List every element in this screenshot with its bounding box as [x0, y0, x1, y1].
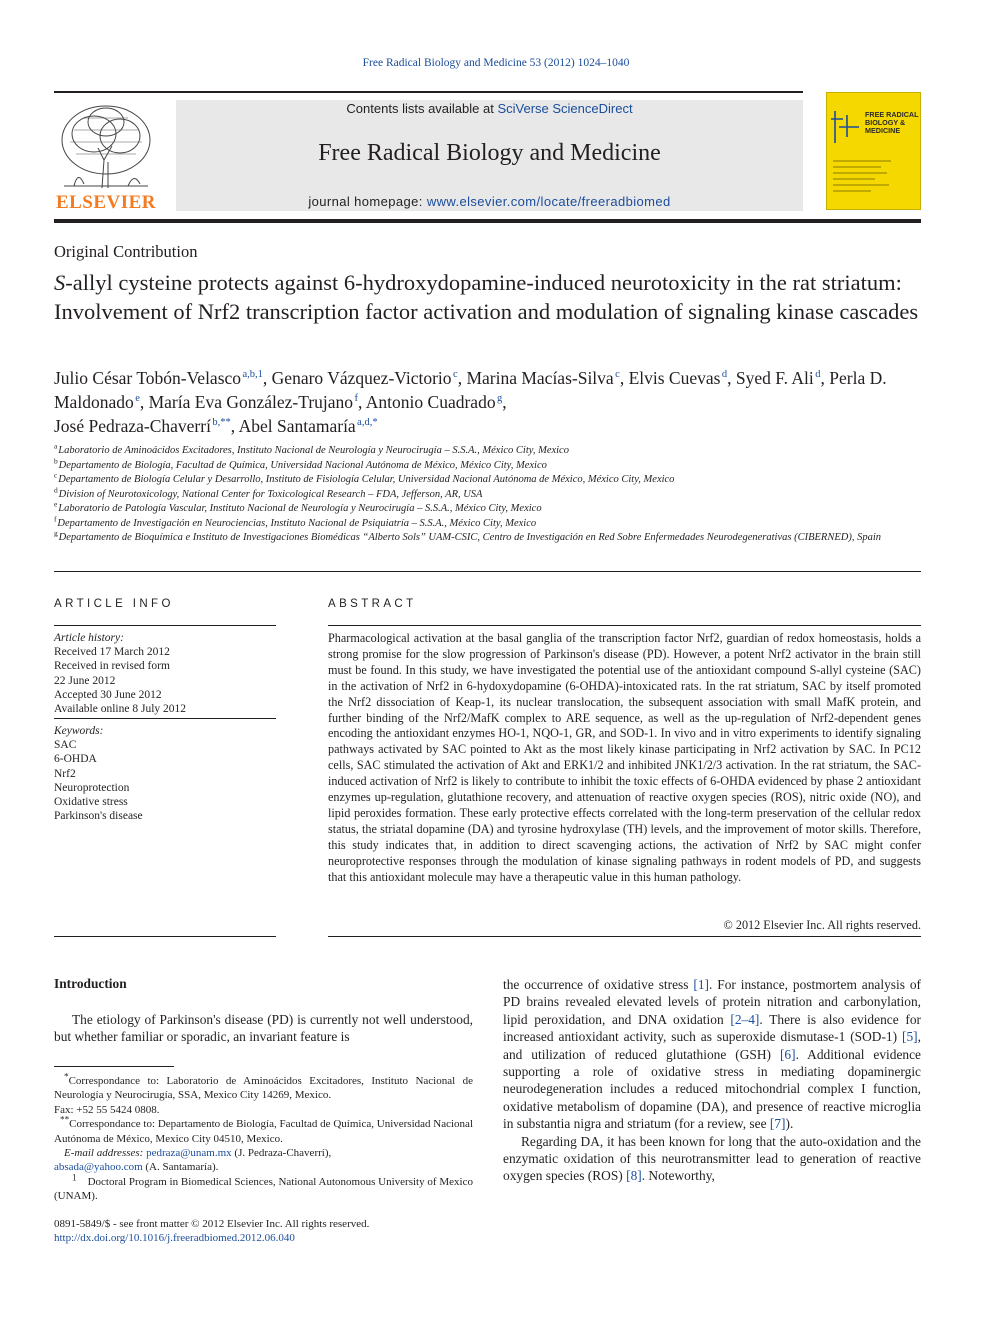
journal-title: Free Radical Biology and Medicine [318, 140, 661, 166]
abstract-rule [328, 625, 921, 626]
author[interactable]: Abel Santamaría $^{a,d,*}$ [238, 416, 378, 436]
cover-title: FREE RADICAL BIOLOGY & MEDICINE [865, 110, 919, 135]
author[interactable]: Genaro Vázquez-Victorio $^c$ [271, 368, 458, 388]
citation-link[interactable]: [6] [779, 1046, 796, 1062]
history-item: Received 17 March 2012 [54, 646, 170, 659]
homepage-prefix: journal homepage: [308, 194, 427, 209]
abstract-heading: ABSTRACT [328, 598, 417, 610]
doi-link[interactable]: http://dx.doi.org/10.1016/j.freeradbiomed.2012.06.040 [54, 1232, 295, 1245]
body-right-column [503, 976, 921, 1185]
history-item: Available online 8 July 2012 [54, 703, 187, 716]
affiliation: $^a$ Laboratorio de Aminoácidos Excitadores, Instituto Nacional de Neurología y Neurocirugía – S.S.A., México City, Mexico [54, 441, 569, 456]
journal-cover[interactable] [826, 92, 921, 210]
body-paragraph: the occurrence of oxidative stress [1]. For instance, postmortem analysis of PD brains revealed elevated levels of protein nitration and carbonylation, lipid peroxidation, and DNA oxidation [2–4]. There is also evidence for increased antioxidant activity, such as superoxide dismutase-1 (SOD-1) [5], and utilization of reduced glutathione (GSH) [6]. Additional evidence supporting a role of oxidative stress in mediating dopaminergic neurodegeneration includes a reduced mitochondrial complex I function, oxidative metabolism of dopamine (DA), and presence of reactive microglia in substantia nigra and striatum (for a review, see [7]). [503, 977, 921, 1132]
abstract-rule-bottom [328, 936, 921, 937]
affiliation: $^b$ Departamento de Biología, Facultad de Química, Universidad Nacional Autónoma de México, México City, Mexico [54, 456, 547, 471]
article-history [54, 631, 276, 716]
footnote: *Correspondance to: Laboratorio de Aminoácidos Excitadores, Instituto Nacional de Neurología y Neurocirugía, SSA, Mexico City 14269, Mexico. [54, 1071, 473, 1102]
citation-link[interactable]: [8] [626, 1168, 642, 1184]
section-divider [54, 571, 921, 572]
abstract-text: Pharmacological activation at the basal ganglia of the transcription factor Nrf2, guardian of redox homeostasis, holds a strong promise for the slow progression of Parkinson's disease (PD). However, a potent Nrf2 activator in the brain still must be found. In this study, we have investigated the potential use of the antioxidant compound S-allyl cysteine (SAC) in the activation of Nrf2 in 6-hydoxydopamine (6-OHDA)-intoxicated rats. In the rat striatum, SAC by itself promoted the Nrf2 dissociation of Keap-1, its nuclear translocation, the subsequent association with small MafK protein, and further binding of the Nrf2/MafK complex to ARE sequence, as well as the up-regulation of Nrf2-dependent genes encoding the antioxidant enzymes HO-1, NQO-1, GR, and SOD-1. In vivo and in vitro experiments to identify signaling pathways activated by SAC pointed to Akt as the most likely kinase participating in Nrf2 activation by SAC. In PC12 cells, SAC stimulated the activation of Akt and ERK1/2 and inhibited JNK1/2/3 activation. In the rat striatum, the SAC-induced activation of Nrf2 is likely to contribute to inhibit the toxic effects of 6-OHDA evidenced by phase 2 antioxidant enzymes up-regulation, glutathione recovery, and attenuation of reactive oxygen species (ROS), nitric oxide (NO), and lipid peroxides formation. These early protective effects correlated with the long-term preservation of the cellular redox status, the striatal dopamine (DA) and tyrosine hydroxylase (TH) levels, and the improvement of motor skills. Therefore, this study indicates that, in addition to direct scavenging actions, the activation of Nrf2 by SAC might confer neuroprotective responses through the modulation of kinase signaling pathways in rodent models of PD, and suggests that this antioxidant molecule may have a therapeutic value in this human pathology. [328, 631, 921, 884]
abstract-copyright: © 2012 Elsevier Inc. All rights reserved. [723, 918, 921, 932]
article-title [54, 268, 924, 326]
elsevier-logo[interactable] [54, 100, 158, 216]
email-link[interactable]: absada@yahoo.com [54, 1161, 143, 1174]
citation-link[interactable]: [2–4] [730, 1011, 760, 1027]
author[interactable]: Perla D. Maldonado $^e$ [54, 368, 887, 412]
cover-graphic-icon [829, 107, 865, 147]
affiliation: $^g$ Departamento de Bioquímica e Instituto de Investigaciones Biomédicas “Alberto Sols” UAM-CSIC, Centro de Investigación en Red Sobre Enfermedades Neurodegenerativas (CIBERNED), Spain [54, 528, 881, 543]
header-rule-bottom [54, 219, 921, 223]
cover-text-lines-icon [831, 157, 917, 197]
article-info-rule-bottom [54, 936, 276, 937]
fax-line: Fax: +52 55 5424 0808. [54, 1103, 160, 1116]
journal-banner [176, 100, 803, 211]
keyword-list [54, 724, 276, 823]
keywords-rule [54, 718, 276, 719]
author[interactable]: Julio César Tobón-Velasco $^{a,b,1}$ [54, 368, 263, 388]
header-rule-top [54, 91, 803, 93]
keyword: 6-OHDA [54, 753, 97, 766]
keyword: Parkinson's disease [54, 810, 143, 823]
issn-line: 0891-5849/$ - see front matter © 2012 Elsevier Inc. All rights reserved. [54, 1218, 370, 1230]
citation-link[interactable]: [1] [693, 977, 709, 992]
article-info-heading: ARTICLE INFO [54, 598, 174, 610]
footnote: $^1$ Doctoral Program in Biomedical Sciences, National Autonomous University of Mexico (UNAM). [54, 1172, 473, 1203]
affiliation: $^e$ Laboratorio de Patología Vascular, Instituto Nacional de Neurología y Neurocirugía – S.S.A., México City, Mexico [54, 499, 542, 514]
contents-line [176, 101, 803, 116]
history-item: 22 June 2012 [54, 674, 116, 687]
citation-link[interactable]: [5] [902, 1029, 918, 1045]
email-link[interactable]: pedraza@unam.mx [146, 1147, 232, 1160]
citation-link[interactable]: [7] [769, 1116, 786, 1132]
keyword: Oxidative stress [54, 796, 128, 809]
article-type: Original Contribution [54, 242, 198, 261]
affiliation: $^d$ Division of Neurotoxicology, National Center for Toxicological Research – FDA, Jefferson, AR, USA [54, 485, 483, 500]
elsevier-tree-icon [54, 100, 158, 192]
contents-prefix: Contents lists available at [346, 101, 498, 116]
history-label: Article history: [54, 632, 124, 644]
affiliation: $^c$ Departamento de Biología Celular y Desarrollo, Instituto de Fisiología Celular, Universidad Nacional Autónoma de México, México City, Mexico [54, 470, 675, 485]
front-matter [54, 1217, 369, 1246]
author[interactable]: María Eva González-Trujano $^f$ [148, 392, 358, 412]
publisher-name: ELSEVIER [55, 192, 157, 213]
body-paragraph: The etiology of Parkinson's disease (PD) is currently not well understood, but whether familiar or sporadic, an invariant feature is [54, 1012, 473, 1045]
title-italic-part: S [54, 270, 66, 295]
author[interactable]: Syed F. Ali $^d$ [735, 368, 821, 388]
keyword: Nrf2 [54, 767, 76, 780]
footnotes [54, 1071, 473, 1204]
author[interactable]: Elvis Cuevas $^d$ [628, 368, 728, 388]
keywords-label: Keywords: [54, 725, 104, 737]
author-list: Julio César Tobón-Velasco $^{a,b,1}$, Genaro Vázquez-Victorio $^c$, Marina Macías-Silva $^c$, Elvis Cuevas $^d$, Syed F. Ali $^d$, Perla D. Maldonado $^e$, María Eva González-Trujano $^f$, Antonio Cuadrado $^g$, José Pedraza-Chaverrí $^{b,**}$, Abel Santamaría $^{a,d,*}$ [54, 368, 887, 436]
sciencedirect-link[interactable]: SciVerse ScienceDirect [497, 101, 633, 116]
homepage-link[interactable]: www.elsevier.com/locate/freeradbiomed [426, 194, 671, 209]
keyword: Neuroprotection [54, 781, 130, 794]
title-rest: -allyl cysteine protects against 6-hydroxydopamine-induced neurotoxicity in the rat striatum: Involvement of Nrf2 transcription factor activation and modulation of signaling kinase cascades [54, 270, 919, 324]
affiliation-list [54, 441, 924, 546]
footnote: **Correspondance to: Departamento de Biología, Facultad de Química, Universidad Nacional Autónoma de México, Mexico City 04510, Mexico. [54, 1114, 473, 1145]
footnote-rule [54, 1066, 174, 1067]
introduction-heading: Introduction [54, 976, 127, 991]
article-info-rule [54, 625, 276, 626]
body-paragraph: Regarding DA, it has been known for long that the auto-oxidation and the enzymatic oxidation of this neurotransmitter lead to generation of reactive oxygen species (ROS) [8]. Noteworthy, [503, 1133, 921, 1184]
author[interactable]: Marina Macías-Silva $^c$ [466, 368, 620, 388]
author[interactable]: José Pedraza-Chaverrí $^{b,**}$ [54, 416, 231, 436]
journal-reference[interactable]: Free Radical Biology and Medicine 53 (2012) 1024–1040 [362, 57, 630, 69]
keyword: SAC [54, 739, 77, 752]
homepage-line [176, 194, 803, 209]
affiliation: $^f$ Departamento de Investigación en Neurociencias, Instituto Nacional de Psiquiatría – S.S.A., México City, Mexico [54, 514, 537, 529]
history-item: Received in revised form [54, 660, 170, 673]
body-left-column [54, 1011, 473, 1046]
email-line: E-mail addresses: pedraza@unam.mx (J. Pedraza-Chaverrí), absada@yahoo.com (A. Santamaría). [54, 1147, 332, 1174]
history-item: Accepted 30 June 2012 [54, 688, 162, 701]
author[interactable]: Antonio Cuadrado $^g$ [365, 392, 503, 412]
